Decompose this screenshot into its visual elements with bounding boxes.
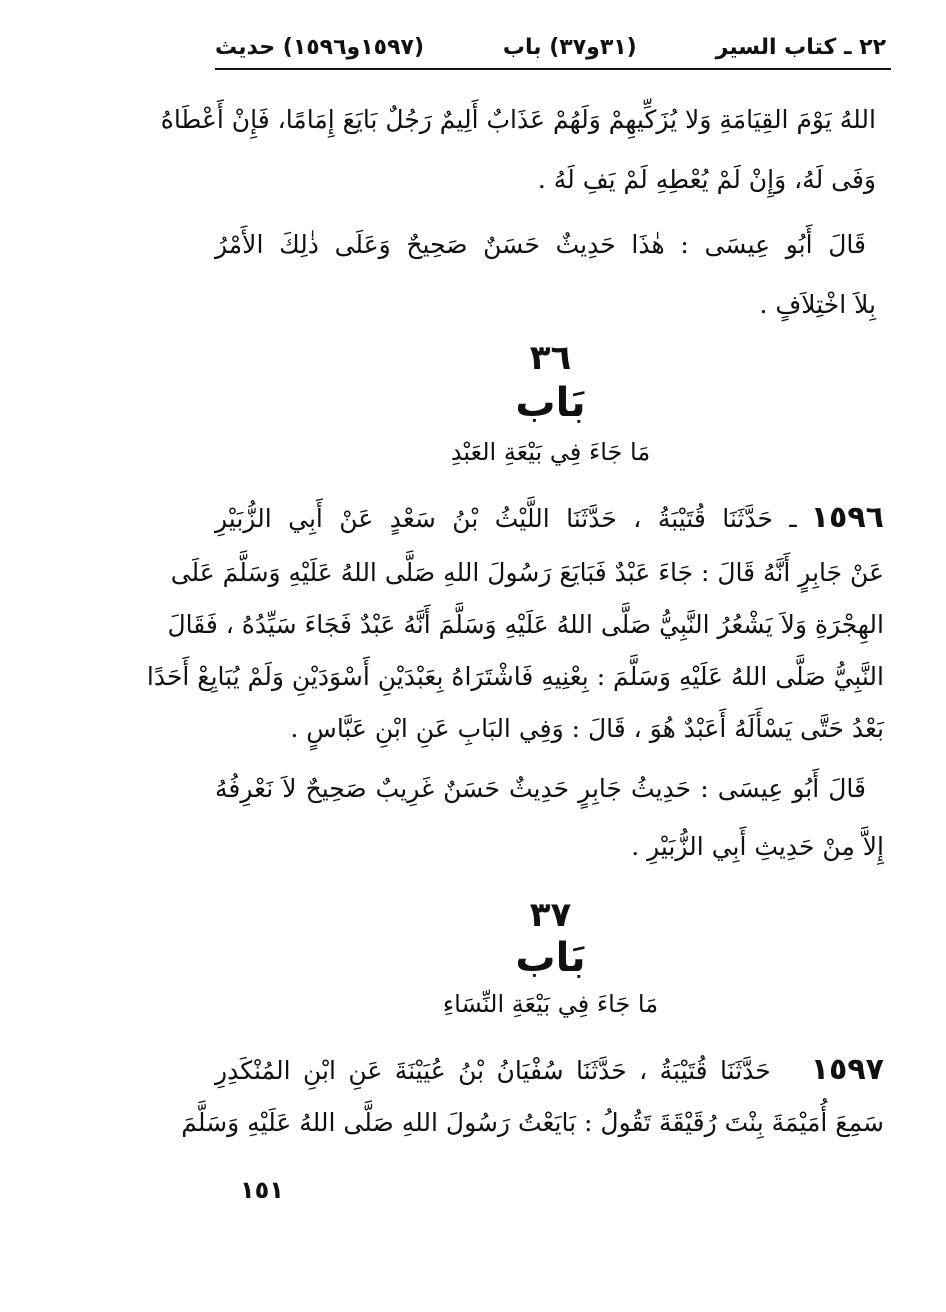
intro-line-2: وَفَى لَهُ، وَإِنْ لَمْ يُعْطِهِ لَمْ يَفِ لَهُ . [537, 165, 876, 194]
header-chapter-range: (٣١و٣٧) باب [502, 34, 637, 60]
intro-line-1: اللهُ يَوْمَ القِيَامَةِ وَلا يُزَكِّيهِمْ وَلَهُمْ عَذَابٌ أَلِيمٌ رَجُلٌ بَايَعَ إِمَامًا، فَإِنْ أَعْطَاهُ [160, 105, 876, 134]
hadith-1596-line-1: ـ حَدَّثَنَا قُتَيْبَةُ ، حَدَّثَنَا اللَّيْثُ بْنُ سَعْدٍ عَنْ أَبِي الزُّبَيْرِ [215, 504, 797, 533]
hadith-1596-commentary-2: إِلاَّ مِنْ حَدِيثِ أَبِي الزُّبَيْرِ . [631, 832, 884, 861]
hadith-1596-line-2: عَنْ جَابِرٍ أَنَّهُ قَالَ : جَاءَ عَبْدٌ فَبَايَعَ رَسُولَ اللهِ صَلَّى اللهُ عَلَيْهِ وَسَلَّمَ عَلَى [170, 558, 884, 587]
header-hadith-range: (١٥٩٧و١٥٩٦) حديث [215, 34, 425, 60]
intro-commentary-line-2: بِلاَ اخْتِلاَفٍ . [759, 290, 876, 319]
hadith-1596-first-line [215, 500, 884, 535]
running-header [215, 22, 886, 72]
chapter-37-title: مَا جَاءَ فِي بَيْعَةِ النِّسَاءِ [442, 990, 659, 1018]
hadith-1596-line-5: بَعْدُ حَتَّى يَسْأَلَهُ أَعَبْدٌ هُوَ ، قَالَ : وَفِي البَابِ عَنِ ابْنِ عَبَّاسٍ . [290, 714, 884, 743]
hadith-1596-commentary-1: قَالَ أَبُو عِيسَى : حَدِيثُ جَابِرٍ حَدِيثٌ حَسَنٌ غَرِيبٌ صَحِيحٌ لاَ نَعْرِفُهُ [215, 774, 866, 803]
page-number: ١٥١ [240, 1176, 284, 1204]
header-divider [215, 68, 891, 70]
chapter-37-number: ٣٧ [529, 895, 572, 935]
hadith-1597-line-1: حَدَّثَنَا قُتَيْبَةُ ، حَدَّثَنَا سُفْيَانُ بْنُ عُيَيْنَةَ عَنِ ابْنِ المُنْكَدِرِ [215, 1056, 771, 1085]
hadith-1596-line-3: الهِجْرَةِ وَلاَ يَشْعُرُ النَّبِيُّ صَلَّى اللهُ عَلَيْهِ وَسَلَّمَ أَنَّهُ عَبْدٌ فَجَاءَ سَيِّدُهُ ، فَقَالَ [167, 610, 884, 639]
chapter-36-title: مَا جَاءَ فِي بَيْعَةِ العَبْدِ [450, 438, 651, 466]
intro-commentary-line-1: قَالَ أَبُو عِيسَى : هٰذَا حَدِيثٌ حَسَنٌ صَحِيحٌ وَعَلَى ذٰلِكَ الأَمْرُ [215, 230, 866, 259]
hadith-1597-first-line [215, 1052, 884, 1087]
hadith-number-1597: ١٥٩٧ [810, 1052, 884, 1087]
hadith-number-1596: ١٥٩٦ [810, 500, 884, 535]
chapter-36-heading: بَاب [515, 380, 586, 426]
header-section-title: ٢٢ ـ كتاب السير [715, 34, 886, 60]
hadith-1596-line-4: النَّبِيُّ صَلَّى اللهُ عَلَيْهِ وَسَلَّمَ : بِعْنِيهِ فَاشْتَرَاهُ بِعَبْدَيْنِ أَسْوَدَيْنِ وَلَمْ يُبَايِعْ أَحَدًا [146, 662, 884, 691]
hadith-1597-line-2: سَمِعَ أُمَيْمَةَ بِنْتَ رُقَيْقَةَ تَقُولُ : بَايَعْتُ رَسُولَ اللهِ صَلَّى اللهُ عَلَيْهِ وَسَلَّمَ [181, 1108, 884, 1137]
chapter-36-number: ٣٦ [529, 338, 572, 378]
chapter-37-heading: بَاب [515, 935, 586, 981]
